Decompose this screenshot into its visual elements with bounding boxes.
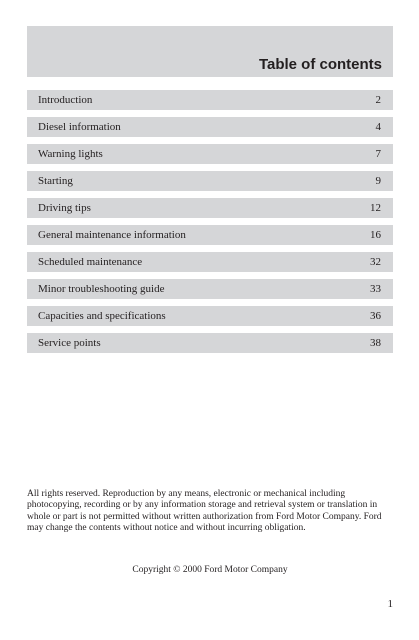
toc-entry-general-maintenance-information[interactable] xyxy=(27,225,393,245)
copyright-notice: Copyright © 2000 Ford Motor Company xyxy=(132,565,288,575)
toc-entry-introduction[interactable] xyxy=(27,90,393,110)
toc-entry-warning-lights[interactable] xyxy=(27,144,393,164)
toc-entry-page: 33 xyxy=(370,283,381,295)
toc-entry-label: Introduction xyxy=(38,94,93,106)
toc-entry-diesel-information[interactable] xyxy=(27,117,393,137)
toc-entry-label: Driving tips xyxy=(38,202,91,214)
toc-entry-page: 7 xyxy=(375,148,381,160)
toc-entry-minor-troubleshooting-guide[interactable] xyxy=(27,279,393,299)
header-band xyxy=(27,26,393,77)
toc-entry-label: Scheduled maintenance xyxy=(38,256,143,268)
toc-entry-capacities-and-specifications[interactable] xyxy=(27,306,393,326)
toc-entry-label: Service points xyxy=(38,337,101,349)
toc-entry-starting[interactable] xyxy=(27,171,393,191)
toc-list xyxy=(27,90,393,360)
toc-entry-page: 2 xyxy=(375,94,381,106)
toc-entry-driving-tips[interactable] xyxy=(27,198,393,218)
toc-entry-page: 12 xyxy=(370,202,381,214)
toc-entry-label: Starting xyxy=(38,175,73,187)
toc-entry-page: 38 xyxy=(370,337,381,349)
toc-entry-label: Diesel information xyxy=(38,121,121,133)
toc-entry-label: Warning lights xyxy=(38,148,103,160)
page-number: 1 xyxy=(387,598,393,610)
toc-entry-page: 36 xyxy=(370,310,381,322)
toc-entry-page: 16 xyxy=(370,229,381,241)
toc-entry-label: General maintenance information xyxy=(38,229,186,241)
toc-entry-page: 4 xyxy=(375,121,381,133)
toc-entry-label: Minor troubleshooting guide xyxy=(38,283,165,295)
toc-entry-label: Capacities and specifications xyxy=(38,310,166,322)
toc-entry-page: 32 xyxy=(370,256,381,268)
toc-entry-page: 9 xyxy=(375,175,381,187)
toc-entry-service-points[interactable] xyxy=(27,333,393,353)
toc-entry-scheduled-maintenance[interactable] xyxy=(27,252,393,272)
page-title: Table of contents xyxy=(258,56,382,73)
legal-notice: All rights reserved. Reproduction by any means, electronic or mechanical including photocopying, recording or by any information storage and retrieval system or translation in whole or part is not permitted without written authorization from Ford Motor Company. Ford may change the contents without notice and without incurring obligation. xyxy=(27,489,382,534)
